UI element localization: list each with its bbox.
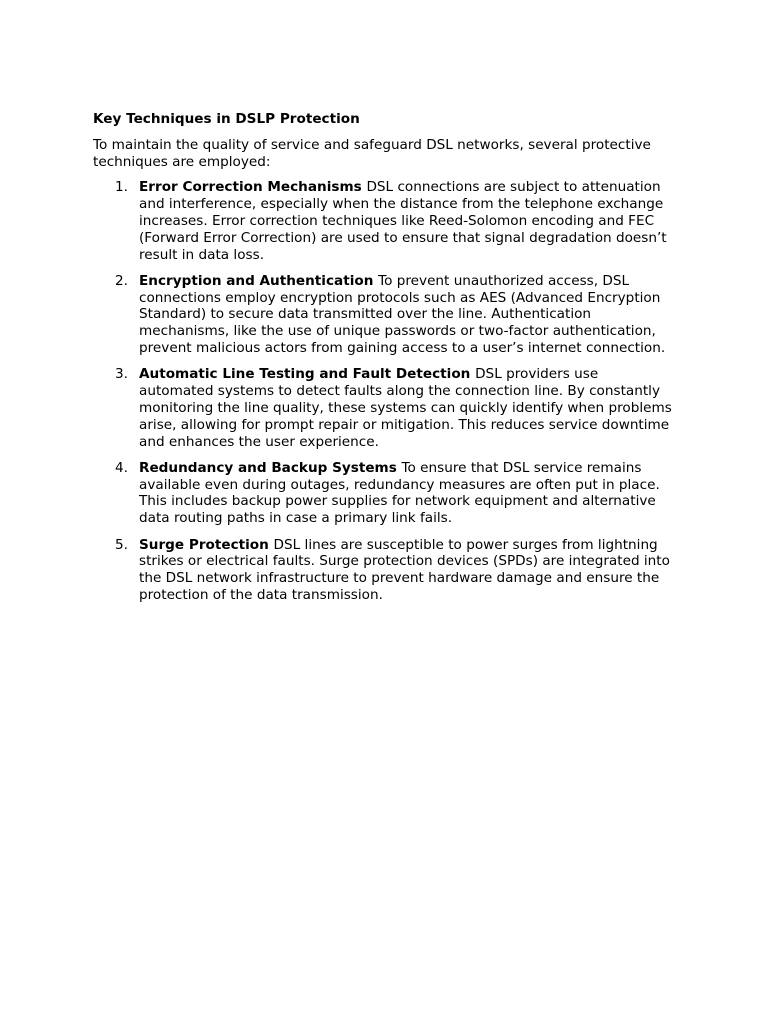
list-item-term: Automatic Line Testing and Fault Detection: [139, 366, 476, 383]
list-item-error-correction: [93, 179, 674, 263]
list-item-redundancy: [93, 460, 674, 527]
list-item-term: Encryption and Authentication: [139, 272, 379, 289]
intro-paragraph: To maintain the quality of service and safeguard DSL networks, several protective techniques are employed:: [93, 136, 651, 170]
section-heading: Key Techniques in DSLP Protection: [93, 111, 360, 127]
list-number: 1.: [115, 179, 128, 196]
list-item-term: Surge Protection: [139, 536, 274, 553]
list-item-term: Error Correction Mechanisms: [139, 179, 367, 196]
list-item-text: DSL providers use automated systems to detect faults along the connection line. By constantly monitoring the line quality, these systems can quickly identify when problems arise, allowing for prompt repair or mitigation. This reduces service downtime and enhances the user experience.: [139, 366, 672, 450]
list-item-term: Redundancy and Backup Systems: [139, 459, 402, 476]
list-number: 2.: [115, 272, 128, 289]
techniques-list: [93, 179, 673, 603]
list-number: 5.: [115, 536, 128, 553]
list-item-surge-protection: [93, 537, 674, 604]
list-item-text: DSL lines are susceptible to power surges from lightning strikes or electrical faults. Surge protection devices (SPDs) are integrated into the DSL network infrastructure to prevent hardware damage and ensure the protection of the data transmission.: [139, 536, 670, 603]
list-item-text: DSL connections are subject to attenuation and interference, especially when the distance from the telephone exchange increases. Error correction techniques like Reed-Solomon encoding and FEC (Forward Error Correction) are used to ensure that signal degradation doesn’t result in data loss.: [139, 179, 667, 263]
list-item-text: To prevent unauthorized access, DSL connections employ encryption protocols such as AES (Advanced Encryption Standard) to secure data transmitted over the line. Authentication mechanisms, like the use of unique passwords or two-factor authentication, prevent malicious actors from gaining access to a user’s internet connection.: [139, 272, 666, 357]
list-item-text: To ensure that DSL service remains available even during outages, redundancy measures are often put in place. This includes backup power supplies for network equipment and alternative data routing paths in case a primary link fails.: [139, 459, 660, 527]
list-item-line-testing: [93, 366, 674, 450]
document-page: [93, 111, 673, 613]
list-number: 4.: [115, 459, 128, 476]
list-number: 3.: [115, 366, 128, 383]
list-item-encryption: [93, 273, 674, 357]
